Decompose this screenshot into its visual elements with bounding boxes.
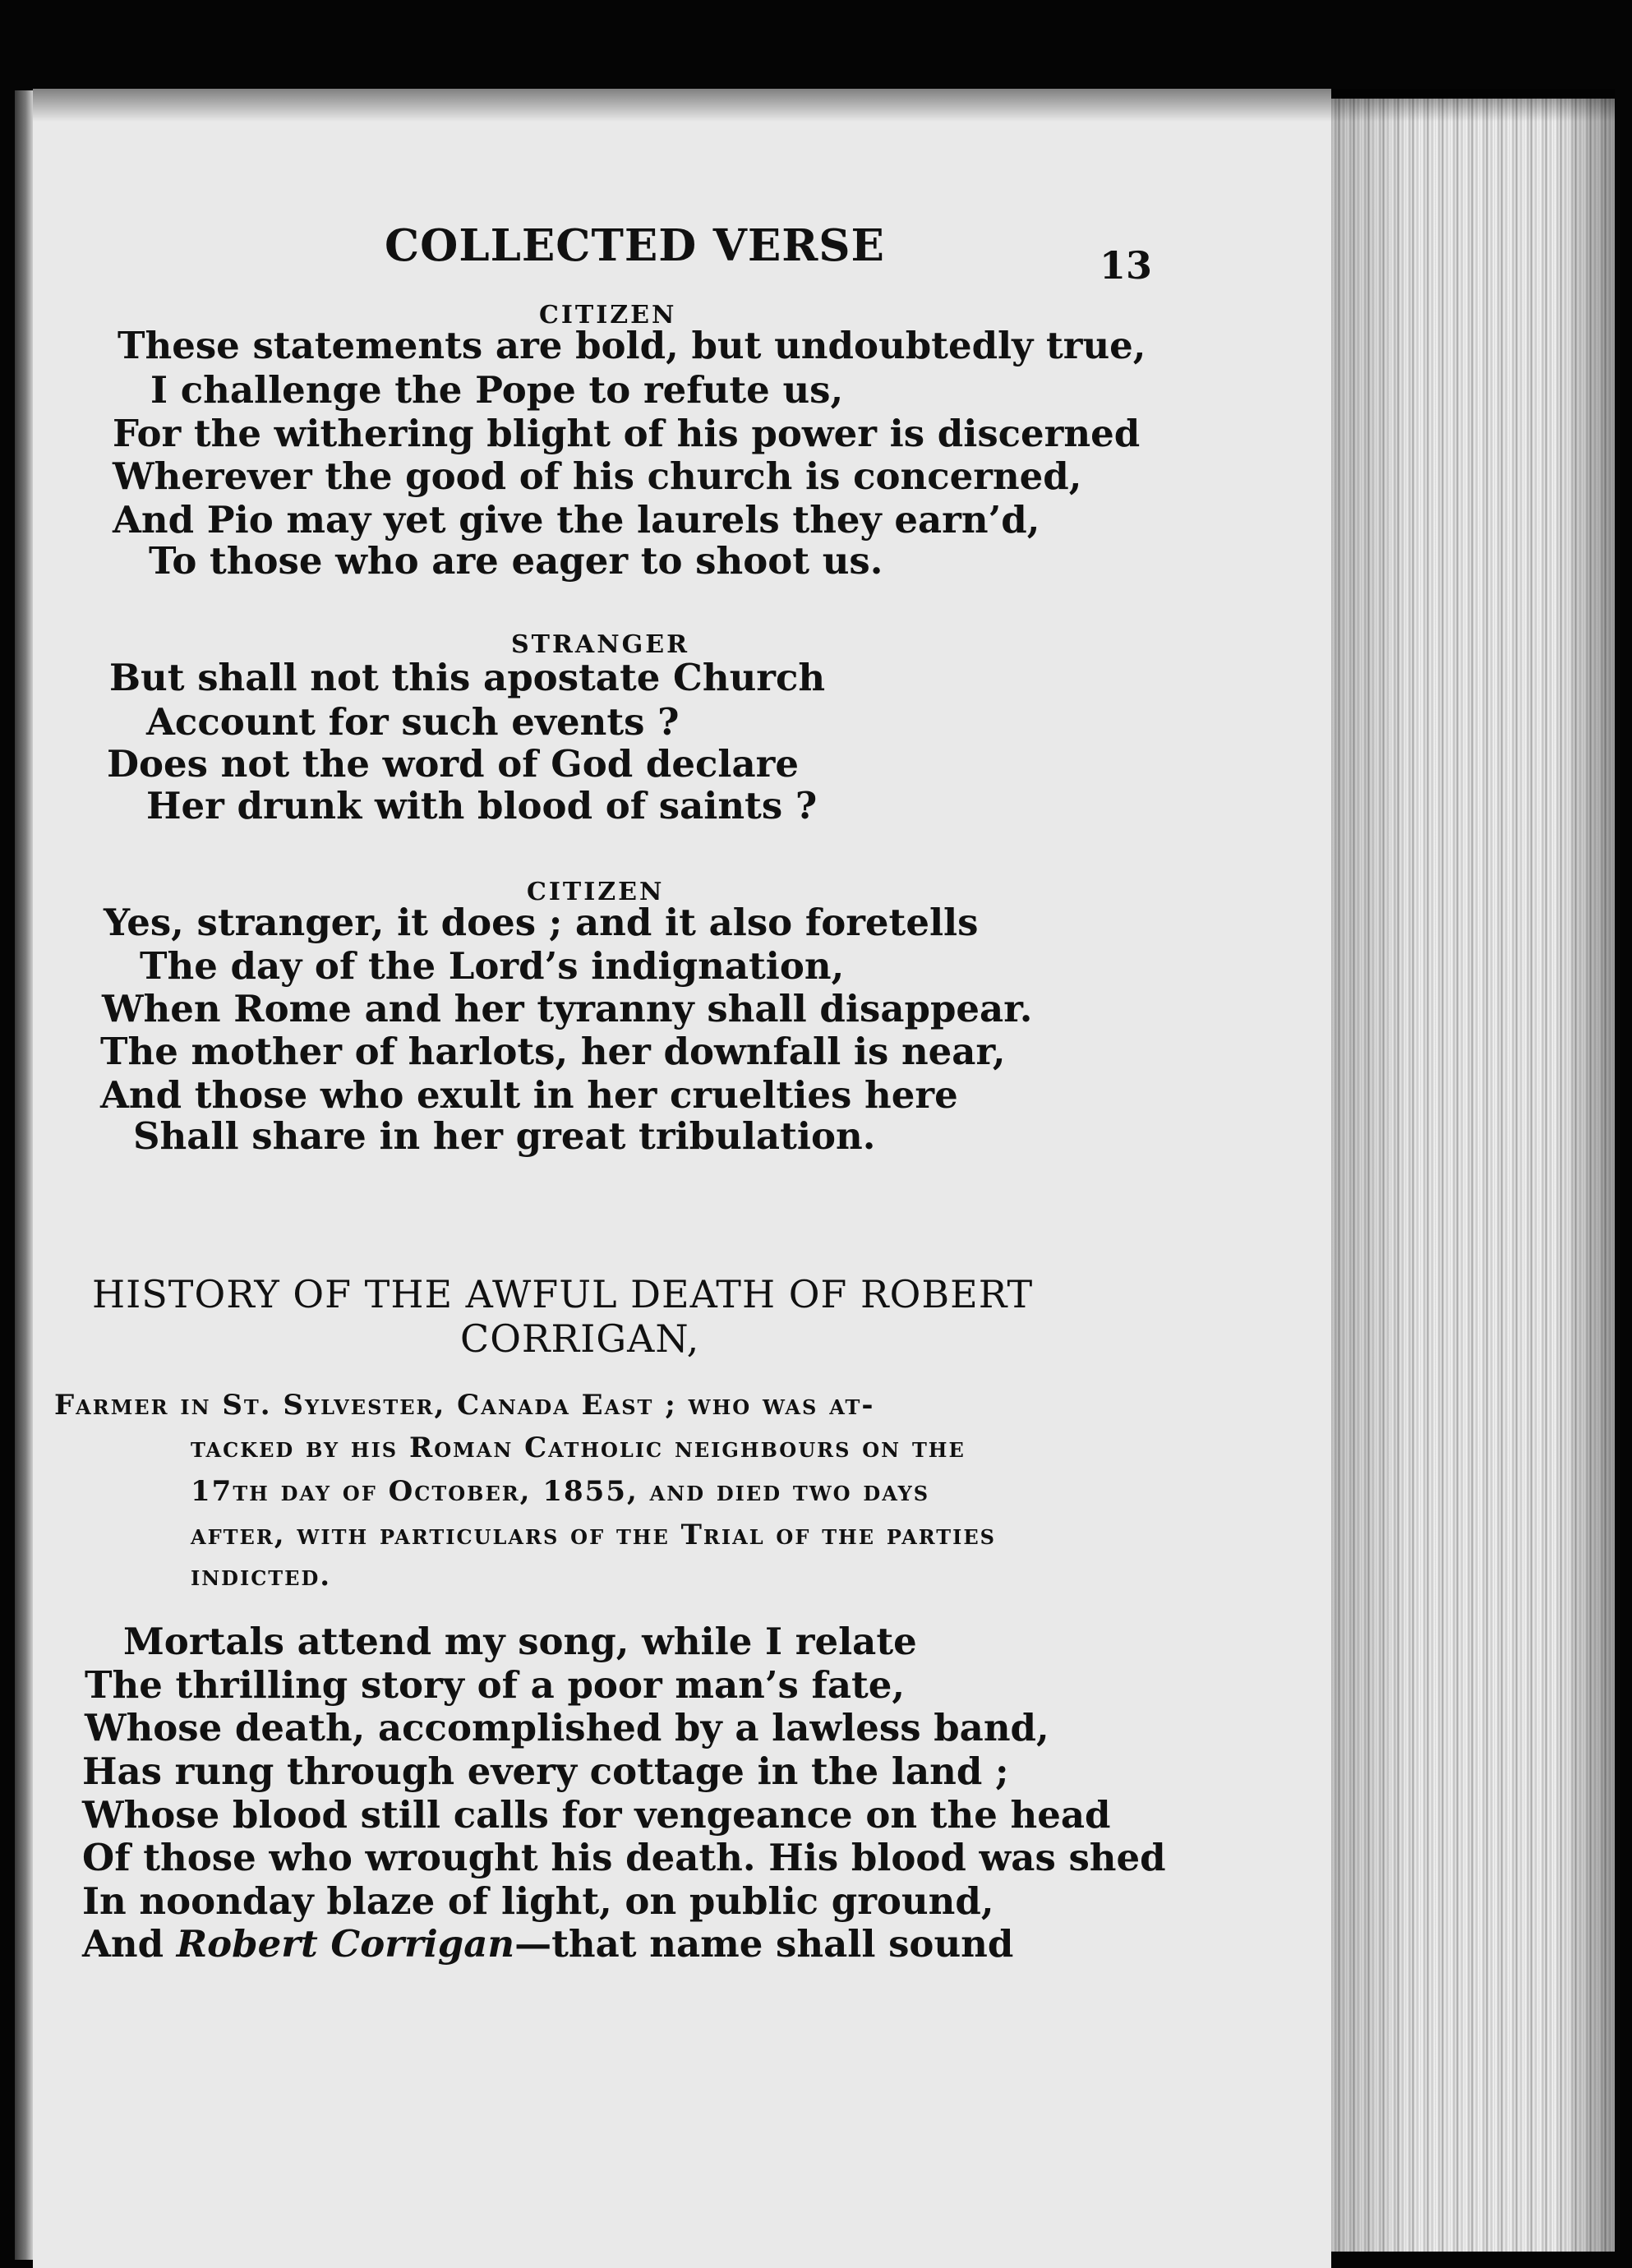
verse-line: For the withering blight of his power is discerned bbox=[113, 412, 1141, 455]
poem-line: Whose blood still calls for vengeance on the head bbox=[82, 1793, 1111, 1837]
verse-line: The day of the Lord’s indignation, bbox=[140, 944, 845, 988]
verse-line: These statements are bold, but undoubtedly true, bbox=[118, 324, 1146, 367]
page-number: 13 bbox=[1100, 243, 1153, 288]
speaker-citizen-2: CITIZEN bbox=[527, 878, 665, 906]
running-head: COLLECTED VERSE bbox=[385, 220, 885, 271]
verse-line: Account for such events ? bbox=[146, 700, 680, 744]
verse-line: Shall share in her great tribulation. bbox=[133, 1114, 876, 1158]
poem-subtitle-line: Farmer in St. Sylvester, Canada East ; who was at- bbox=[54, 1389, 875, 1422]
verse-line: To those who are eager to shoot us. bbox=[149, 539, 883, 583]
robert-corrigan-name: Robert Corrigan bbox=[176, 1922, 515, 1966]
poem-subtitle-line: tacked by his Roman Catholic neighbours on the bbox=[191, 1431, 966, 1464]
poem-subtitle-line: indicted. bbox=[191, 1560, 332, 1593]
verse-line: I challenge the Pope to refute us, bbox=[150, 368, 844, 412]
verse-line: And those who exult in her cruelties here bbox=[100, 1073, 958, 1117]
verse-line: And Pio may yet give the laurels they earn’d, bbox=[113, 498, 1040, 542]
poem-subtitle-line: 17th day of October, 1855, and died two days bbox=[191, 1475, 930, 1508]
poem-title-line2: CORRIGAN, bbox=[460, 1316, 700, 1361]
verse-line: The mother of harlots, her downfall is near, bbox=[100, 1030, 1006, 1073]
poem-line-last bbox=[82, 1922, 1014, 1966]
poem-line-last-pre: And bbox=[82, 1922, 177, 1966]
poem-line-last-post: —that name shall sound bbox=[514, 1922, 1014, 1966]
verse-line: But shall not this apostate Church bbox=[109, 656, 826, 699]
verse-line: Wherever the good of his church is concerned, bbox=[113, 454, 1082, 498]
poem-line: In noonday blaze of light, on public ground, bbox=[82, 1879, 994, 1923]
page-stack-shadow bbox=[1331, 99, 1615, 2252]
poem-line: The thrilling story of a poor man’s fate, bbox=[85, 1663, 906, 1707]
poem-subtitle-line: after, with particulars of the Trial of the parties bbox=[191, 1519, 997, 1551]
verse-line: Does not the word of God declare bbox=[107, 742, 799, 786]
poem-line: Mortals attend my song, while I relate bbox=[123, 1620, 917, 1663]
verse-line: Her drunk with blood of saints ? bbox=[146, 784, 818, 827]
poem-line: Has rung through every cottage in the land ; bbox=[82, 1749, 1009, 1793]
facing-page-edge bbox=[15, 90, 33, 2260]
verse-line: When Rome and her tyranny shall disappear. bbox=[102, 987, 1033, 1030]
speaker-citizen-1: CITIZEN bbox=[539, 301, 677, 330]
speaker-stranger: STRANGER bbox=[511, 630, 690, 659]
top-shadow bbox=[33, 89, 1615, 122]
poem-line: Whose death, accomplished by a lawless band, bbox=[85, 1706, 1049, 1749]
poem-line: Of those who wrought his death. His blood was shed bbox=[82, 1836, 1166, 1879]
poem-title-line1: HISTORY OF THE AWFUL DEATH OF ROBERT bbox=[92, 1272, 1034, 1316]
verse-line: Yes, stranger, it does ; and it also foretells bbox=[104, 901, 979, 944]
